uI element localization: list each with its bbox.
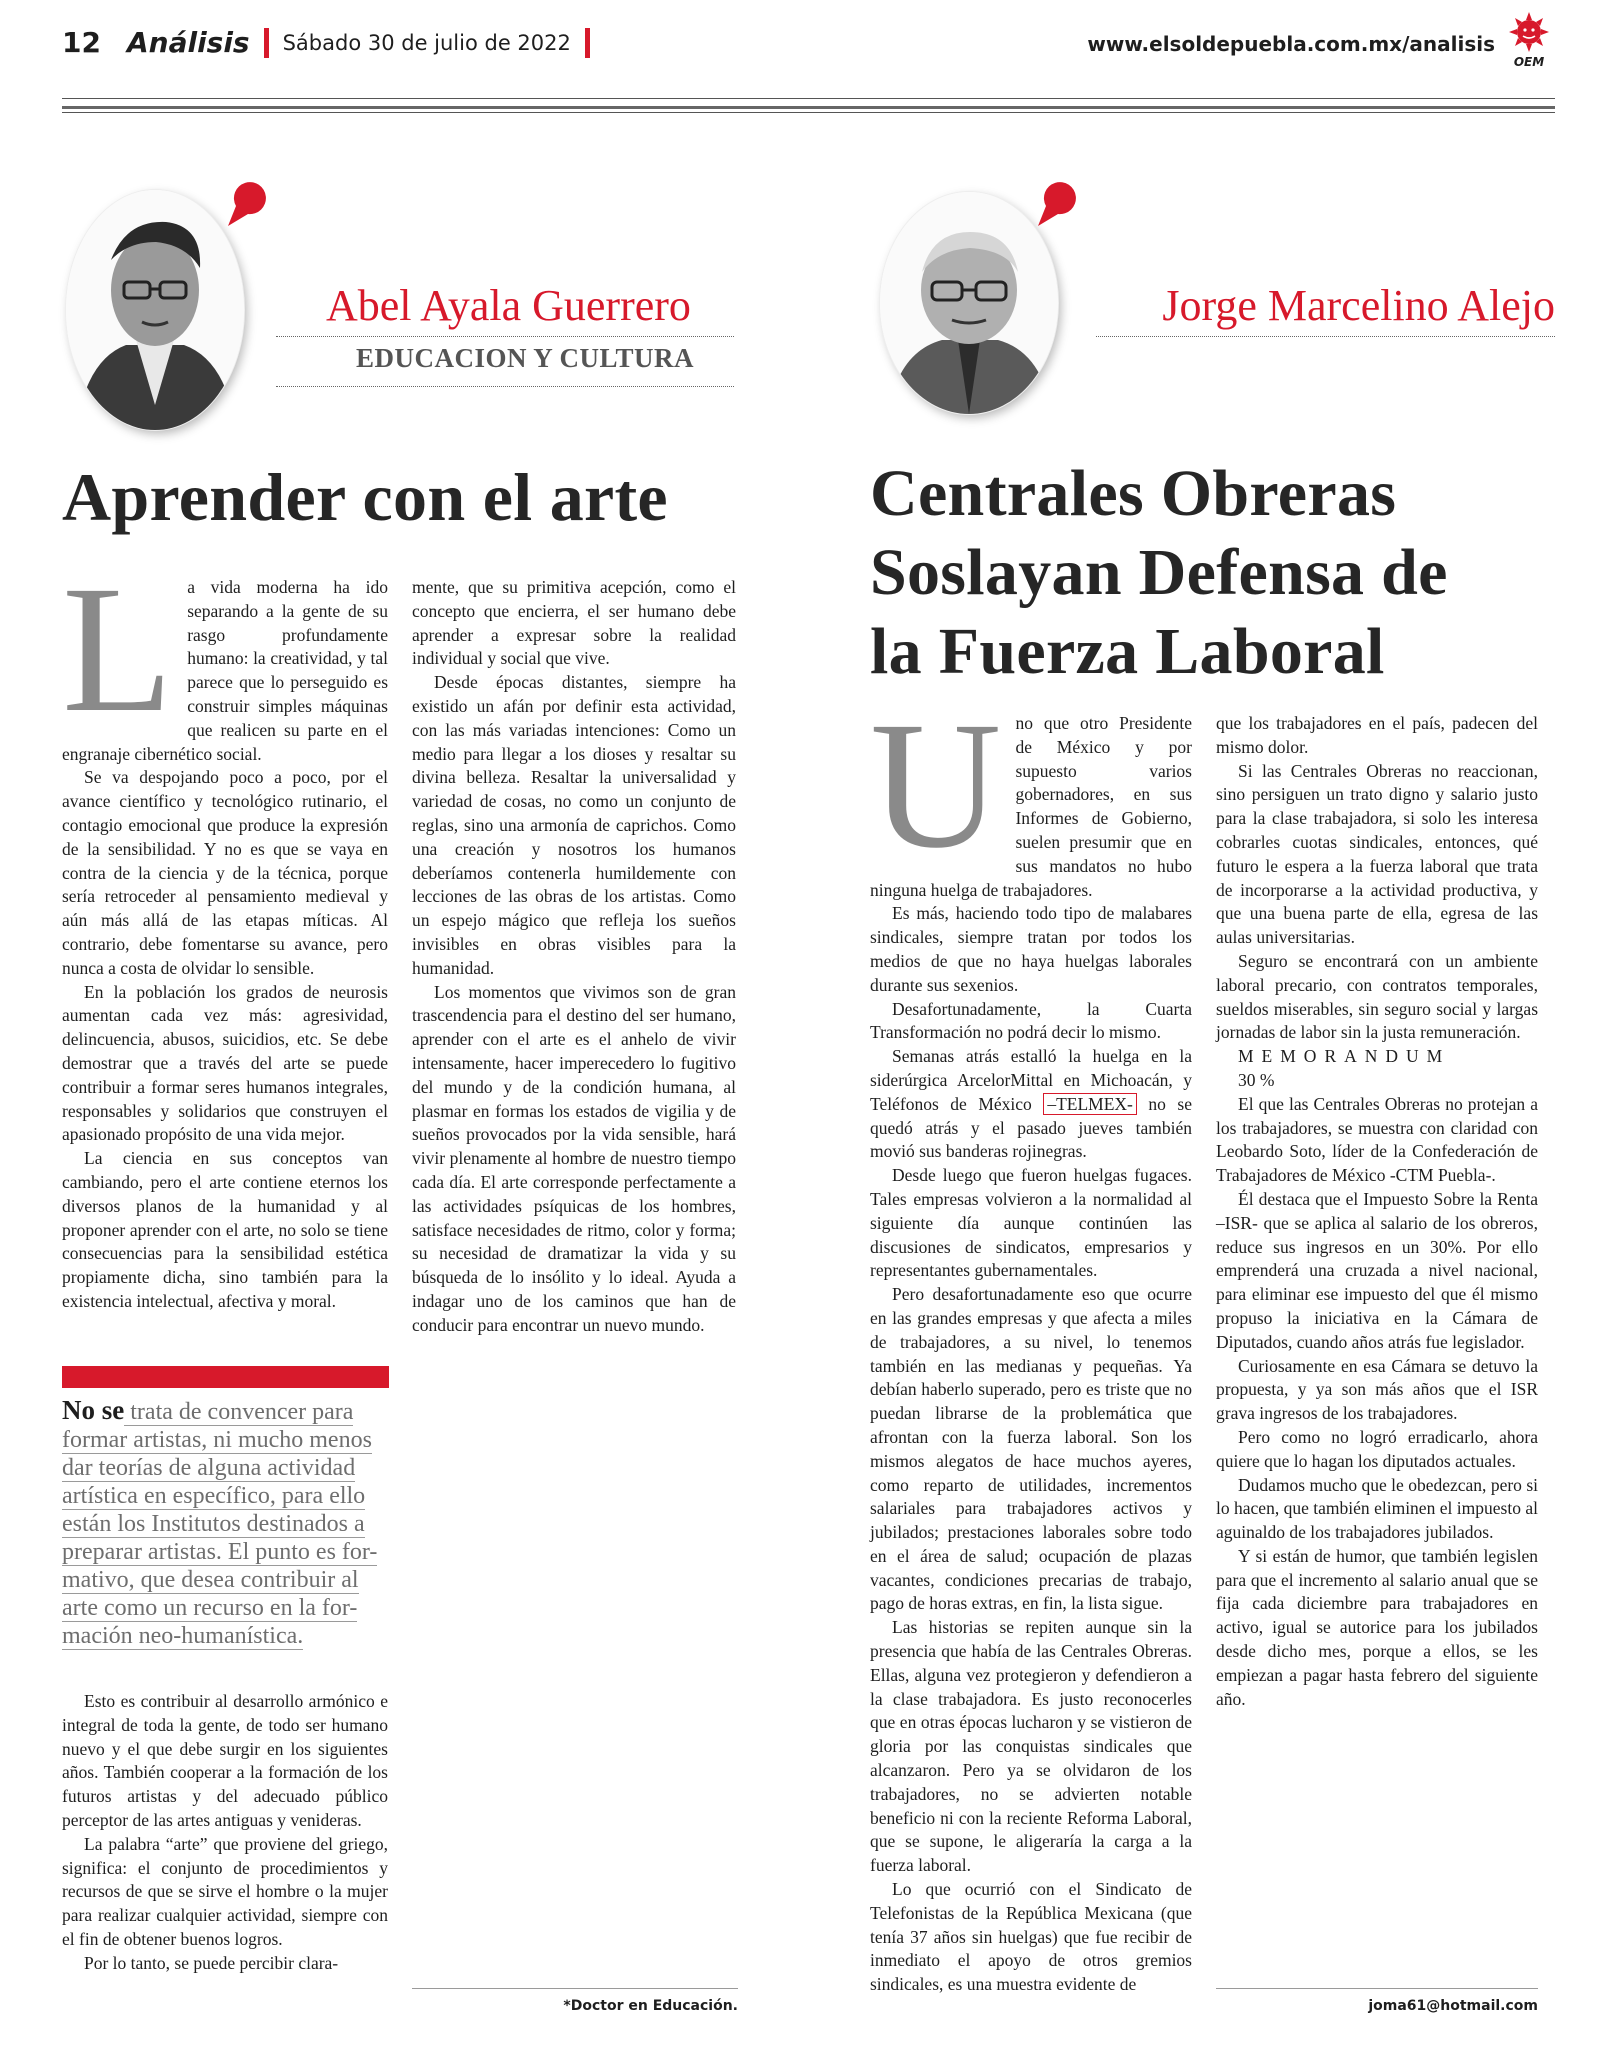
logo-text: OEM [1513,55,1545,69]
paragraph: Pero como no logró erradicarlo, ahora quiere que lo hagan los diputados actuales. [1216,1426,1538,1471]
dropcap-left: L [62,549,174,750]
article-left-column-1b [62,1690,388,1976]
paragraph: Y si están de humor, que también legislen para que el incremento al salario anual que se fija cada diciembre para trabajadores en activo, igual se autorice para los jubilados desde dicho mes, porque a ellos, se les empiezan a pagar hasta febrero del siguiente año. [1216,1545,1538,1709]
pullquote-bar [62,1366,389,1388]
columnist-photo-left [66,190,244,430]
headline-right [870,454,1556,691]
article-right-column-2 [1216,712,1538,1711]
paragraph: Si las Centrales Obreras no reaccionan, sino persiguen un trato digno y salario justo para la clase trabajadora, si solo les interesa cobrarles cuotas sindicales, entonces, qué futuro le espera a la fuerza laboral que trata de incorporarse a la actividad productiva, y que una buena parte de ella, egresa de las aulas universitarias. [1216,760,1538,948]
paragraph: Él destaca que el Impuesto Sobre la Renta –ISR- que se aplica al salario de los obreros, reduce sus ingresos en un 30%. Por ello emprenderá una cruzada a nivel nacional, para eliminar ese impuesto del que él mismo propuso la iniciativa en la Cámara de Diputados, cuando años atrás fue legislador. [1216,1188,1538,1352]
paragraph: Curiosamente en esa Cámara se detuvo la propuesta, y ya son más años que el ISR grava ingresos de los trabajadores. [1216,1355,1538,1424]
pullquote-line: mativo, que desea contribuir al [62,1567,359,1593]
issue-date: Sábado 30 de julio de 2022 [282,30,571,55]
speech-pin-icon [1032,180,1078,230]
headline-line: Centrales Obreras [870,457,1397,530]
header-rule-top [62,98,1555,99]
header-divider-end [585,28,590,58]
pullquote-line: arte como un recurso en la for- [62,1595,358,1621]
paragraph: Los momentos que vivimos son de gran trascendencia para el destino del ser humano, aprender con el arte es el anhelo de vivir intensamente, hacer imperecedero lo fugitivo del mundo y de la condición humana, al plasmar en formas los estados de vigilia y de sueños provocados por la vida sensible, hará vivir plenamente al hombre de nuestro tiempo cada día. El arte corresponde perfectamente a las actividades psíquicas de los hombres, satisface necesidades de ritmo, color y forma; su necesidad de dramatizar la vida y su búsqueda de lo insólito y lo ideal. Ayuda a indagar uno de los caminos que han de conducir para encontrar un nuevo mundo. [412,981,736,1335]
footnote-rule-left [412,1988,738,1989]
paragraph: Las historias se repiten aunque sin la presencia que había de las Centrales Obreras. Ellas, alguna vez protegieron y defendieron a la clase trabajadora. Es justo reconocerles que en otras épocas lucharon y se vistieron de gloria por las conquistas sindicales que alcanzaron. Pero ya se olvidaron de los trabajadores, no se advierten notable beneficio ni con la reciente Reforma Laboral, que se supone, le aligeraría la carga a la fuerza laboral. [870,1617,1192,1876]
paragraph: no que otro Presidente de México y por supuesto varios gobernadores, en sus Informes de Gobierno, suelen presumir que en sus mandatos no hubo ninguna huelga de trabajadores. [870,713,1192,900]
paragraph: Se va despojando poco a poco, por el avance científico y tecnológico rutinario, el contagio emocional que produce la expresión de la sensibilidad. Y no es que se vaya en contra de la ciencia y de la técnica, porque sería retroceder al pensamiento medieval y aún más allá de las etapas míticas. Al contrario, debe fomentarse su avance, pero nunca a costa de olvidar lo sensible. [62,767,388,978]
paragraph: Por lo tanto, se puede percibir clara- [84,1952,339,1973]
article-left-column-1 [62,549,388,1314]
article-left-column-2 [412,576,736,1338]
headline-line: la Fuerza Laboral [870,615,1385,688]
pullquote [62,1396,392,1650]
portrait-icon [66,190,244,430]
author-rule-right [1096,336,1555,337]
paragraph: Esto es contribuir al desarrollo armónico e integral de toda la gente, de todo ser humano nuevo y el que debe surgir en los siguientes años. También cooperar a la formación de los futuros artistas y del adecuado público perceptor de las artes antiguas y venideras. [62,1691,388,1830]
paragraph: En la población los grados de neurosis aumentan cada vez más: agresividad, delincuencia, abusos, suicidios, etc. Se debe demostrar que a través del arte se puede contribuir a formar seres humanos integrales, responsables y solidarios que construyen el apasionado propósito de una vida mejor. [62,981,388,1145]
paragraph: Desde épocas distantes, siempre ha existido un afán por definir esta actividad, con las más variadas intenciones: Como un medio para llegar a los dioses y resaltar su divina belleza. Resaltar la universalidad y variedad de cosas, no como un conjunto de reglas, sino una armonía de caprichos. Como una creación y nosotros los humanos deberíamos contenerla humildemente con lecciones de las obras de los artistas. Como un espejo mágico que refleja los sueños invisibles en obras visibles para la humanidad. [412,672,736,978]
memorandum-title: MEMORANDUM [1238,1046,1451,1067]
kicker-rule-left [276,386,734,387]
paragraph [870,1045,1192,1164]
text-run: Semanas atrás estalló la huelga en la siderúrgica ArcelorMittal en Michoacán, y Teléfonos de México [870,1046,1192,1114]
author-rule-left [276,336,734,337]
paragraph: La ciencia en sus conceptos van cambiando, pero el arte contiene eternos los diversos planos de la humanidad y al proponer aprender con el arte, no solo se tiene consecuencias para la sensibilidad estética propiamente dicha, sino también para la existencia intelectual, afectiva y moral. [62,1148,388,1311]
paragraph: Es más, haciendo todo tipo de malabares sindicales, siempre tratan por todos los medios de que no haya huelgas laborales durante sus sexenios. [870,903,1192,995]
paragraph: Lo que ocurrió con el Sindicato de Telefonistas de la República Mexicana (que tenía 37 años sin huelgas) que fue recibir de inmediato el apoyo de otros gremios sindicales, es una muestra evidente de [870,1879,1192,1995]
oem-sun-logo-icon [1503,10,1555,70]
telmex-highlight: –TELMEX- [1043,1093,1137,1115]
page-number: 12 [62,26,101,59]
section-name: Análisis [126,26,250,59]
pullquote-line: están los Institutos destinados a [62,1511,365,1537]
paragraph: Seguro se encontrará con un ambiente laboral precario, con contratos temporales, sueldos miserables, sin seguro social y largas jornadas de labor sin la justa remuneración. [1216,950,1538,1043]
text-run: no se quedó atrás y el pasado jueves también movió sus banderas rojinegras. [870,1093,1192,1162]
page-header [62,22,1555,69]
paragraph: Desafortunadamente, la Cuarta Transformación no podrá decir lo mismo. [870,998,1192,1043]
paragraph: La palabra “arte” que proviene del griego, significa: el conjunto de procedimientos y recursos de que se sirve el hombre o la mujer para realizar cualquier actividad, siempre con el fin de obtener buenos logros. [62,1833,388,1949]
header-divider [264,28,269,58]
memorandum-subtitle: 30 % [1238,1069,1275,1090]
pullquote-line: mación neo-humanística. [62,1623,304,1649]
pullquote-line: trata de convencer para [124,1399,354,1425]
article-right-column-1 [870,685,1192,1997]
paragraph: Pero desafortunadamente eso que ocurre en las grandes empresas y que afecta a miles de trabajadores, a su nivel, lo tenemos también en las medianas y pequeñas. Ya debían haberlo superado, pero es triste que no puedan librarse de la problemática que afrontan con la fuerza laboral. Son los mismos alegatos de hace muchos ayeres, como reparto de utilidades, incrementos salariales para trabajadores activos y jubilados; prestaciones laborales sobre todo en el área de salud; ocupación de plazas vacantes, condiciones precarias de trabajo, pago de horas extras, en fin, la lista sigue. [870,1284,1192,1614]
pullquote-line: artística en específico, para ello [62,1483,366,1509]
paragraph: que los trabajadores en el país, padecen del mismo dolor. [1216,713,1538,757]
author-credential: *Doctor en Educación. [563,1998,738,2014]
header-left [62,26,604,59]
headline-line: Soslayan Defensa de [870,536,1448,609]
header-rule-thick [62,106,1555,109]
paragraph: a vida moderna ha ido separando a la gente de su rasgo profundamente humano: la creatividad, y tal parece que lo perseguido es construir simples máquinas que realicen su parte en el engranaje cibernético social. [62,577,388,764]
author-name-right: Jorge Marcelino Alejo [1162,281,1555,330]
pullquote-line: preparar artistas. El punto es for- [62,1539,378,1565]
site-url[interactable]: www.elsoldepuebla.com.mx/analisis [1087,32,1495,56]
column-kicker: EDUCACION Y CULTURA [355,343,694,373]
dropcap-right: U [870,685,1002,886]
author-email[interactable]: joma61@hotmail.com [1368,1998,1538,2014]
header-rule-bottom [62,112,1555,113]
author-name-left: Abel Ayala Guerrero [326,281,691,330]
paragraph: El que las Centrales Obreras no protejan a los trabajadores, se muestra con claridad con Leobardo Soto, líder de la Confederación de Trabajadores de México -CTM Puebla-. [1216,1093,1538,1186]
headline-left: Aprender con el arte [62,459,668,535]
footnote-rule-right [1216,1988,1538,1989]
pullquote-lead: No se [62,1395,125,1425]
paragraph: mente, que su primitiva acepción, como el concepto que encierra, el ser humano debe aprender a expresar sobre la realidad individual y social que vive. [412,577,736,669]
paragraph: Desde luego que fueron huelgas fugaces. Tales empresas volvieron a la normalidad al siguiente día aunque continúen las discusiones de sindicatos, empresarios y representantes gubernamentales. [870,1165,1192,1281]
pullquote-line: formar artistas, ni mucho menos [62,1427,372,1453]
pullquote-line: dar teorías de alguna actividad [62,1455,356,1481]
paragraph: Dudamos mucho que le obedezcan, pero si lo hacen, que también eliminen el impuesto al aguinaldo de los trabajadores jubilados. [1216,1474,1538,1543]
speech-pin-icon [222,180,268,230]
